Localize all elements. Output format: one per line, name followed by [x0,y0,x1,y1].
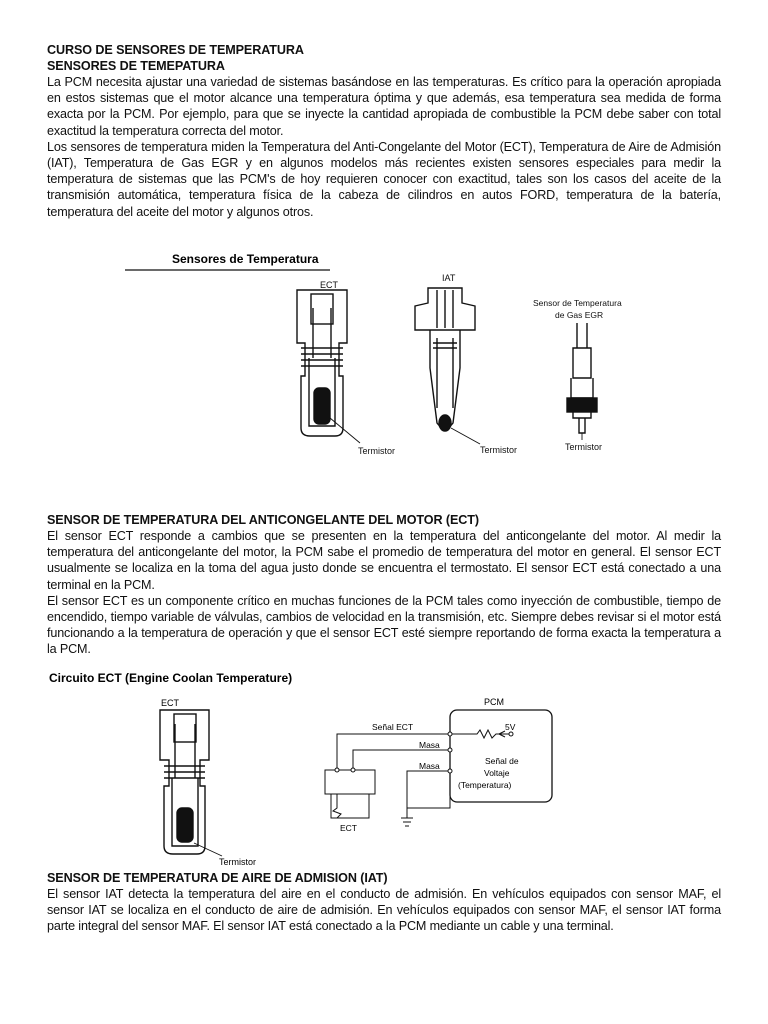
ect-paragraph-2: El sensor ECT es un componente crítico en muchas funciones de la PCM tales como inyección de combustible, tiempo de encendido, tiempo variable de válvulas, cambios de velocidad en la transmisión, etc. Siempre debes revisar si el motor está funcionando a la temperatura de operación y que el sensor ECT esté siempre reportando de forma exacta la temperatura a la PCM. [47,593,721,657]
ect-termistor-label-2: Termistor [219,857,257,867]
senal-voltaje-line2: Voltaje [484,768,510,778]
sensors-figure [125,248,665,463]
ect-section [47,512,721,658]
iat-termistor-label: Termistor [480,445,518,455]
ect-termistor-label: Termistor [358,446,396,456]
voltage-5v-label: 5V [505,722,516,732]
senal-voltaje-line1: Señal de [485,756,519,766]
egr-label-line2: de Gas EGR [555,310,604,320]
iat-label: IAT [442,273,456,283]
ect-circuit-diagram [47,668,567,873]
senal-ect-label: Señal ECT [372,722,414,732]
iat-heading: SENSOR DE TEMPERATURA DE AIRE DE ADMISION (IAT) [47,871,388,885]
senal-voltaje-line3: (Temperatura) [458,780,512,790]
masa-label-1: Masa [419,740,440,750]
ect-label: ECT [320,280,338,290]
iat-section [47,870,721,935]
egr-sensor-drawing [533,298,622,433]
masa-label-2: Masa [419,761,440,771]
iat-paragraph-1: El sensor IAT detecta la temperatura del aire en el conducto de admisión. En vehículos equipados con sensor MAF, el sensor IAT se localiza en el conducto de aire de admisión. En vehículos equipados con sensor MAF, el sensor IAT forma parte integral del sensor MAF. El sensor IAT está conectado a la PCM mediante un cable y una terminal. [47,887,721,934]
sensors-diagram [125,248,665,463]
egr-termistor-label: Termistor [565,442,603,452]
ect-sensor-label: ECT [161,698,179,708]
intro-paragraph-1: La PCM necesita ajustar una variedad de sistemas basándose en las temperaturas. Es crítico para la operación apropiada en estos sistemas que el motor alcance una temperatura óptima y que además, esa temperatura sea medida de forma exacta por la PCM. Por ejemplo, para que se inyecte la cantidad apropiada de combustible la PCM debe saber con total exactitud la temperatura correcta del motor. [47,75,721,138]
ect-heading: SENSOR DE TEMPERATURA DEL ANTICONGELANTE DEL MOTOR (ECT) [47,513,479,527]
figure1-title: Sensores de Temperatura [172,252,319,266]
ect-bottom-label: ECT [340,823,357,833]
document-title: CURSO DE SENSORES DE TEMPERATURA [47,43,304,57]
ect-sensor-drawing-2 [160,710,209,854]
ect-paragraph-1: El sensor ECT responde a cambios que se presenten en la temperatura del anticongelante del motor. Al medir la temperatura del anticongelante del motor, la PCM sabe el promedio de temperatura del motor en general. El sensor ECT usualmente se localiza en la toma del agua justo donde se encuentra el termostato. El sensor ECT está conectado a una terminal en la PCM. [47,529,721,592]
figure2-title: Circuito ECT (Engine Coolan Temperature) [49,671,293,685]
section-subtitle: SENSORES DE TEMEPATURA [47,59,225,73]
ect-sensor-drawing [297,280,347,436]
egr-label-line1: Sensor de Temperatura [533,298,622,308]
iat-sensor-drawing [415,273,475,431]
intro-section [47,42,721,220]
intro-paragraph-2: Los sensores de temperatura miden la Temperatura del Anti-Congelante del Motor (ECT), Temperatura de Aire de Admisión (IAT), Temperatura de Gas EGR y en algunos modelos más recientes existen sensores especiales para medir la temperatura de sistemas que las PCM's de hoy requieren conocer con exactitud, tales son los casos del aceite de la transmisión automática, temperatura física de la cabeza de cilindros en autos FORD, temperatura de la batería, temperatura del aceite del motor y algunos otros. [47,139,721,219]
ect-circuit-figure [47,668,567,873]
pcm-label: PCM [484,697,504,707]
